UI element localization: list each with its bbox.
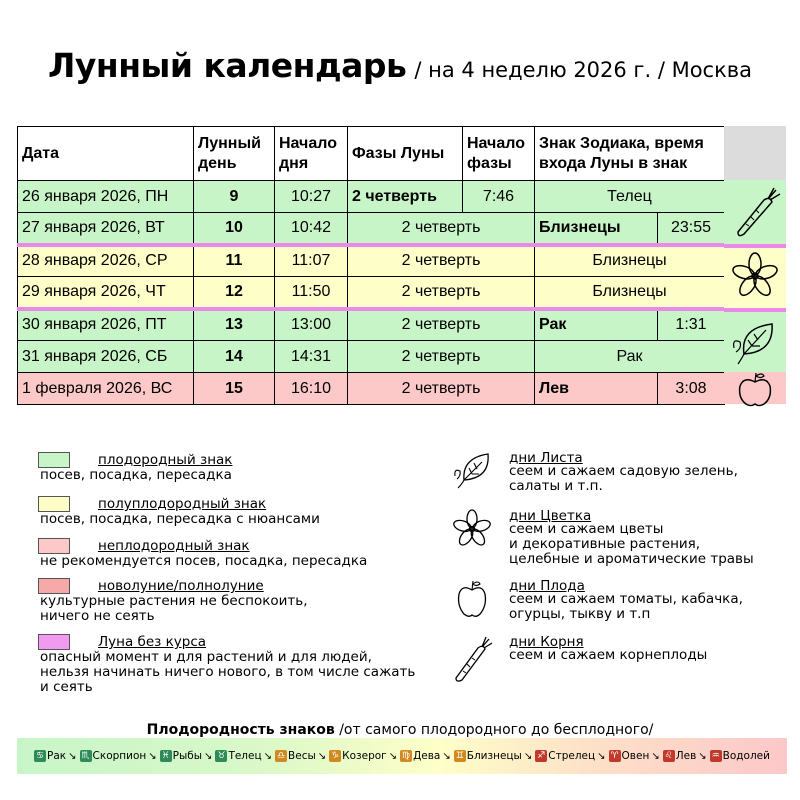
arrow-icon: ↘ <box>651 750 660 762</box>
row-zodiac: Рак <box>535 309 658 341</box>
row-zodiac: Телец <box>535 181 725 213</box>
legend-desc: посев, посадка, пересадка <box>40 467 232 483</box>
zodiac-sign-name: Рак <box>47 750 67 762</box>
row-phase: 2 четверть <box>348 309 535 341</box>
row-zodiac-time: 3:08 <box>658 373 725 405</box>
zodiac-sign-item <box>663 750 707 762</box>
fertility-title-bold: Плодородность знаков <box>146 722 335 738</box>
row-zodiac: Близнецы <box>535 245 725 277</box>
row-phase: 2 четверть <box>348 341 535 373</box>
day-type-desc: сеем и сажаем корнеплоды <box>509 647 708 663</box>
zodiac-sign-item <box>160 750 213 762</box>
day-type-name: дни Плода <box>509 578 585 594</box>
zodiac-sign-icon: ♊ <box>455 751 464 761</box>
flower-icon <box>450 508 494 552</box>
arrow-icon: ↘ <box>388 750 398 762</box>
row-lunar-day: 12 <box>194 277 275 309</box>
zodiac-sign-name: Рыбы <box>172 750 203 762</box>
legend-name: неплодородный знак <box>98 538 250 554</box>
zodiac-sign-name: Козерог <box>342 750 387 762</box>
zodiac-sign-name: Скорпион <box>92 750 147 762</box>
zodiac-sign-item <box>454 750 532 762</box>
zodiac-sign-name: Весы <box>288 750 316 762</box>
day-type-name: дни Цветка <box>509 508 592 524</box>
legend-name: Луна без курса <box>98 634 207 650</box>
carrot-icon <box>724 180 786 244</box>
zodiac-sign-name: Дева <box>413 750 441 762</box>
side-flower-cell <box>724 244 786 308</box>
zodiac-sign-item <box>609 750 660 762</box>
legend-swatch <box>38 634 70 650</box>
zodiac-sign-name: Лев <box>675 750 697 762</box>
zodiac-sign-name: Стрелец <box>548 750 596 762</box>
zodiac-sign-name: Овен <box>621 750 650 762</box>
row-date: 27 января 2026, ВТ <box>18 213 194 245</box>
legend-desc: культурные растения не беспокоить, ничего не сеять <box>40 593 308 624</box>
zodiac-sign-icon: ♋ <box>35 751 45 761</box>
apple-icon <box>450 578 494 622</box>
zodiac-sign-icon: ♏ <box>81 751 90 761</box>
zodiac-sign-icon: ♈ <box>610 751 619 761</box>
row-phase: 2 четверть <box>348 373 535 405</box>
zodiac-sign-icon: ♐ <box>537 751 546 761</box>
arrow-icon: ↘ <box>317 750 327 762</box>
row-lunar-day: 15 <box>194 373 275 405</box>
arrow-icon: ↘ <box>148 750 157 762</box>
zodiac-sign-icon: ♓ <box>161 751 170 761</box>
legend-desc: не рекомендуется посев, посадка, пересадка <box>40 553 368 569</box>
side-carrot-cell <box>724 180 786 244</box>
row-lunar-day: 13 <box>194 309 275 341</box>
row-day-start: 16:10 <box>275 373 348 405</box>
table-row <box>18 309 725 341</box>
row-lunar-day: 10 <box>194 213 275 245</box>
row-phase: 2 четверть <box>348 245 535 277</box>
day-type-desc: сеем и сажаем садовую зелень, салаты и т.п. <box>509 463 738 494</box>
leaf-icon <box>724 312 786 372</box>
table-row <box>18 181 725 213</box>
arrow-icon: ↘ <box>68 750 77 762</box>
lunar-calendar-table <box>17 126 725 405</box>
zodiac-sign-item <box>80 750 157 762</box>
row-date: 31 января 2026, СБ <box>18 341 194 373</box>
legend-swatch <box>38 578 70 594</box>
zodiac-sign-name: Близнецы <box>466 750 522 762</box>
row-date: 30 января 2026, ПТ <box>18 309 194 341</box>
header-zodiac: Знак Зодиака, время входа Луны в знак <box>535 127 725 181</box>
row-zodiac-time: 1:31 <box>658 309 725 341</box>
row-phase: 2 четверть <box>348 277 535 309</box>
legend-desc: опасный момент и для растений и для людей, нельзя начинать ничего нового, в том числе сажать и сеять <box>40 649 416 695</box>
table-header-row <box>18 127 725 181</box>
legend-swatch <box>38 496 70 512</box>
zodiac-sign-icon: ♌ <box>664 751 673 761</box>
zodiac-sign-icon: ♍ <box>402 751 411 761</box>
table-row <box>18 341 725 373</box>
zodiac-sign-icon: ♑ <box>331 751 340 761</box>
side-leaf-cell <box>724 308 786 372</box>
row-zodiac-time: 23:55 <box>658 213 725 245</box>
legend-desc: посев, посадка, пересадка с нюансами <box>40 511 320 527</box>
row-day-start: 13:00 <box>275 309 348 341</box>
header-day-start: Начало дня <box>275 127 348 181</box>
zodiac-sign-item <box>535 750 605 762</box>
legend-name: плодородный знак <box>98 452 233 468</box>
zodiac-sign-item <box>275 750 326 762</box>
fertility-subtitle: /от самого плодородного до бесплодного/ <box>334 722 654 738</box>
fertility-scale <box>17 738 787 774</box>
row-lunar-day: 11 <box>194 245 275 277</box>
zodiac-sign-icon: ♒ <box>711 751 720 761</box>
row-zodiac: Близнецы <box>535 277 725 309</box>
zodiac-sign-item <box>710 750 770 762</box>
header-phase-start: Начало фазы <box>463 127 535 181</box>
zodiac-sign-icon: ♉ <box>217 751 226 761</box>
row-day-start: 10:42 <box>275 213 348 245</box>
header-date: Дата <box>18 127 194 181</box>
side-apple-cell <box>724 372 786 404</box>
row-date: 26 января 2026, ПН <box>18 181 194 213</box>
page-title <box>0 46 800 85</box>
row-phase-time: 7:46 <box>463 181 535 213</box>
legend-swatch <box>38 452 70 468</box>
row-day-start: 10:27 <box>275 181 348 213</box>
row-zodiac: Близнецы <box>535 213 658 245</box>
row-day-start: 11:50 <box>275 277 348 309</box>
arrow-icon: ↘ <box>442 750 451 762</box>
zodiac-sign-item <box>215 750 272 762</box>
row-date: 1 февраля 2026, ВС <box>18 373 194 405</box>
zodiac-sign-item <box>34 750 77 762</box>
arrow-icon: ↘ <box>204 750 213 762</box>
row-day-start: 11:07 <box>275 245 348 277</box>
zodiac-sign-name: Водолей <box>722 750 770 762</box>
fertility-title <box>0 722 800 738</box>
zodiac-sign-item <box>400 750 451 762</box>
row-zodiac: Лев <box>535 373 658 405</box>
title-main: Лунный календарь <box>47 46 407 85</box>
arrow-icon: ↘ <box>597 750 606 762</box>
row-lunar-day: 14 <box>194 341 275 373</box>
arrow-icon: ↘ <box>698 750 707 762</box>
title-sub: / на 4 неделю 2026 г. / Москва <box>414 58 753 82</box>
flower-icon <box>724 248 786 308</box>
day-type-desc: сеем и сажаем цветы и декоративные растения, целебные и ароматические травы <box>509 521 754 567</box>
side-header-cell <box>724 126 786 180</box>
header-phase: Фазы Луны <box>348 127 463 181</box>
row-date: 28 января 2026, СР <box>18 245 194 277</box>
table-row <box>18 277 725 309</box>
row-zodiac: Рак <box>535 341 725 373</box>
day-type-name: дни Корня <box>509 634 584 650</box>
header-lunar-day: Лунный день <box>194 127 275 181</box>
leaf-icon <box>450 450 494 490</box>
day-type-desc: сеем и сажаем томаты, кабачка, огурцы, тыкву и т.п <box>509 591 743 622</box>
legend-swatch <box>38 538 70 554</box>
row-lunar-day: 9 <box>194 181 275 213</box>
legend-name: новолуние/полнолуние <box>98 578 264 594</box>
zodiac-sign-name: Телец <box>228 750 262 762</box>
arrow-icon: ↘ <box>263 750 273 762</box>
row-date: 29 января 2026, ЧТ <box>18 277 194 309</box>
zodiac-sign-item <box>329 750 397 762</box>
day-type-name: дни Листа <box>509 450 583 466</box>
table-row <box>18 373 725 405</box>
arrow-icon: ↘ <box>523 750 533 762</box>
carrot-icon <box>450 634 494 682</box>
row-phase: 2 четверть <box>348 213 535 245</box>
legend-name: полуплодородный знак <box>98 496 267 512</box>
row-phase: 2 четверть <box>348 181 463 213</box>
table-row <box>18 245 725 277</box>
table-row <box>18 213 725 245</box>
zodiac-sign-icon: ♎ <box>276 751 286 761</box>
apple-icon <box>724 368 786 408</box>
row-day-start: 14:31 <box>275 341 348 373</box>
